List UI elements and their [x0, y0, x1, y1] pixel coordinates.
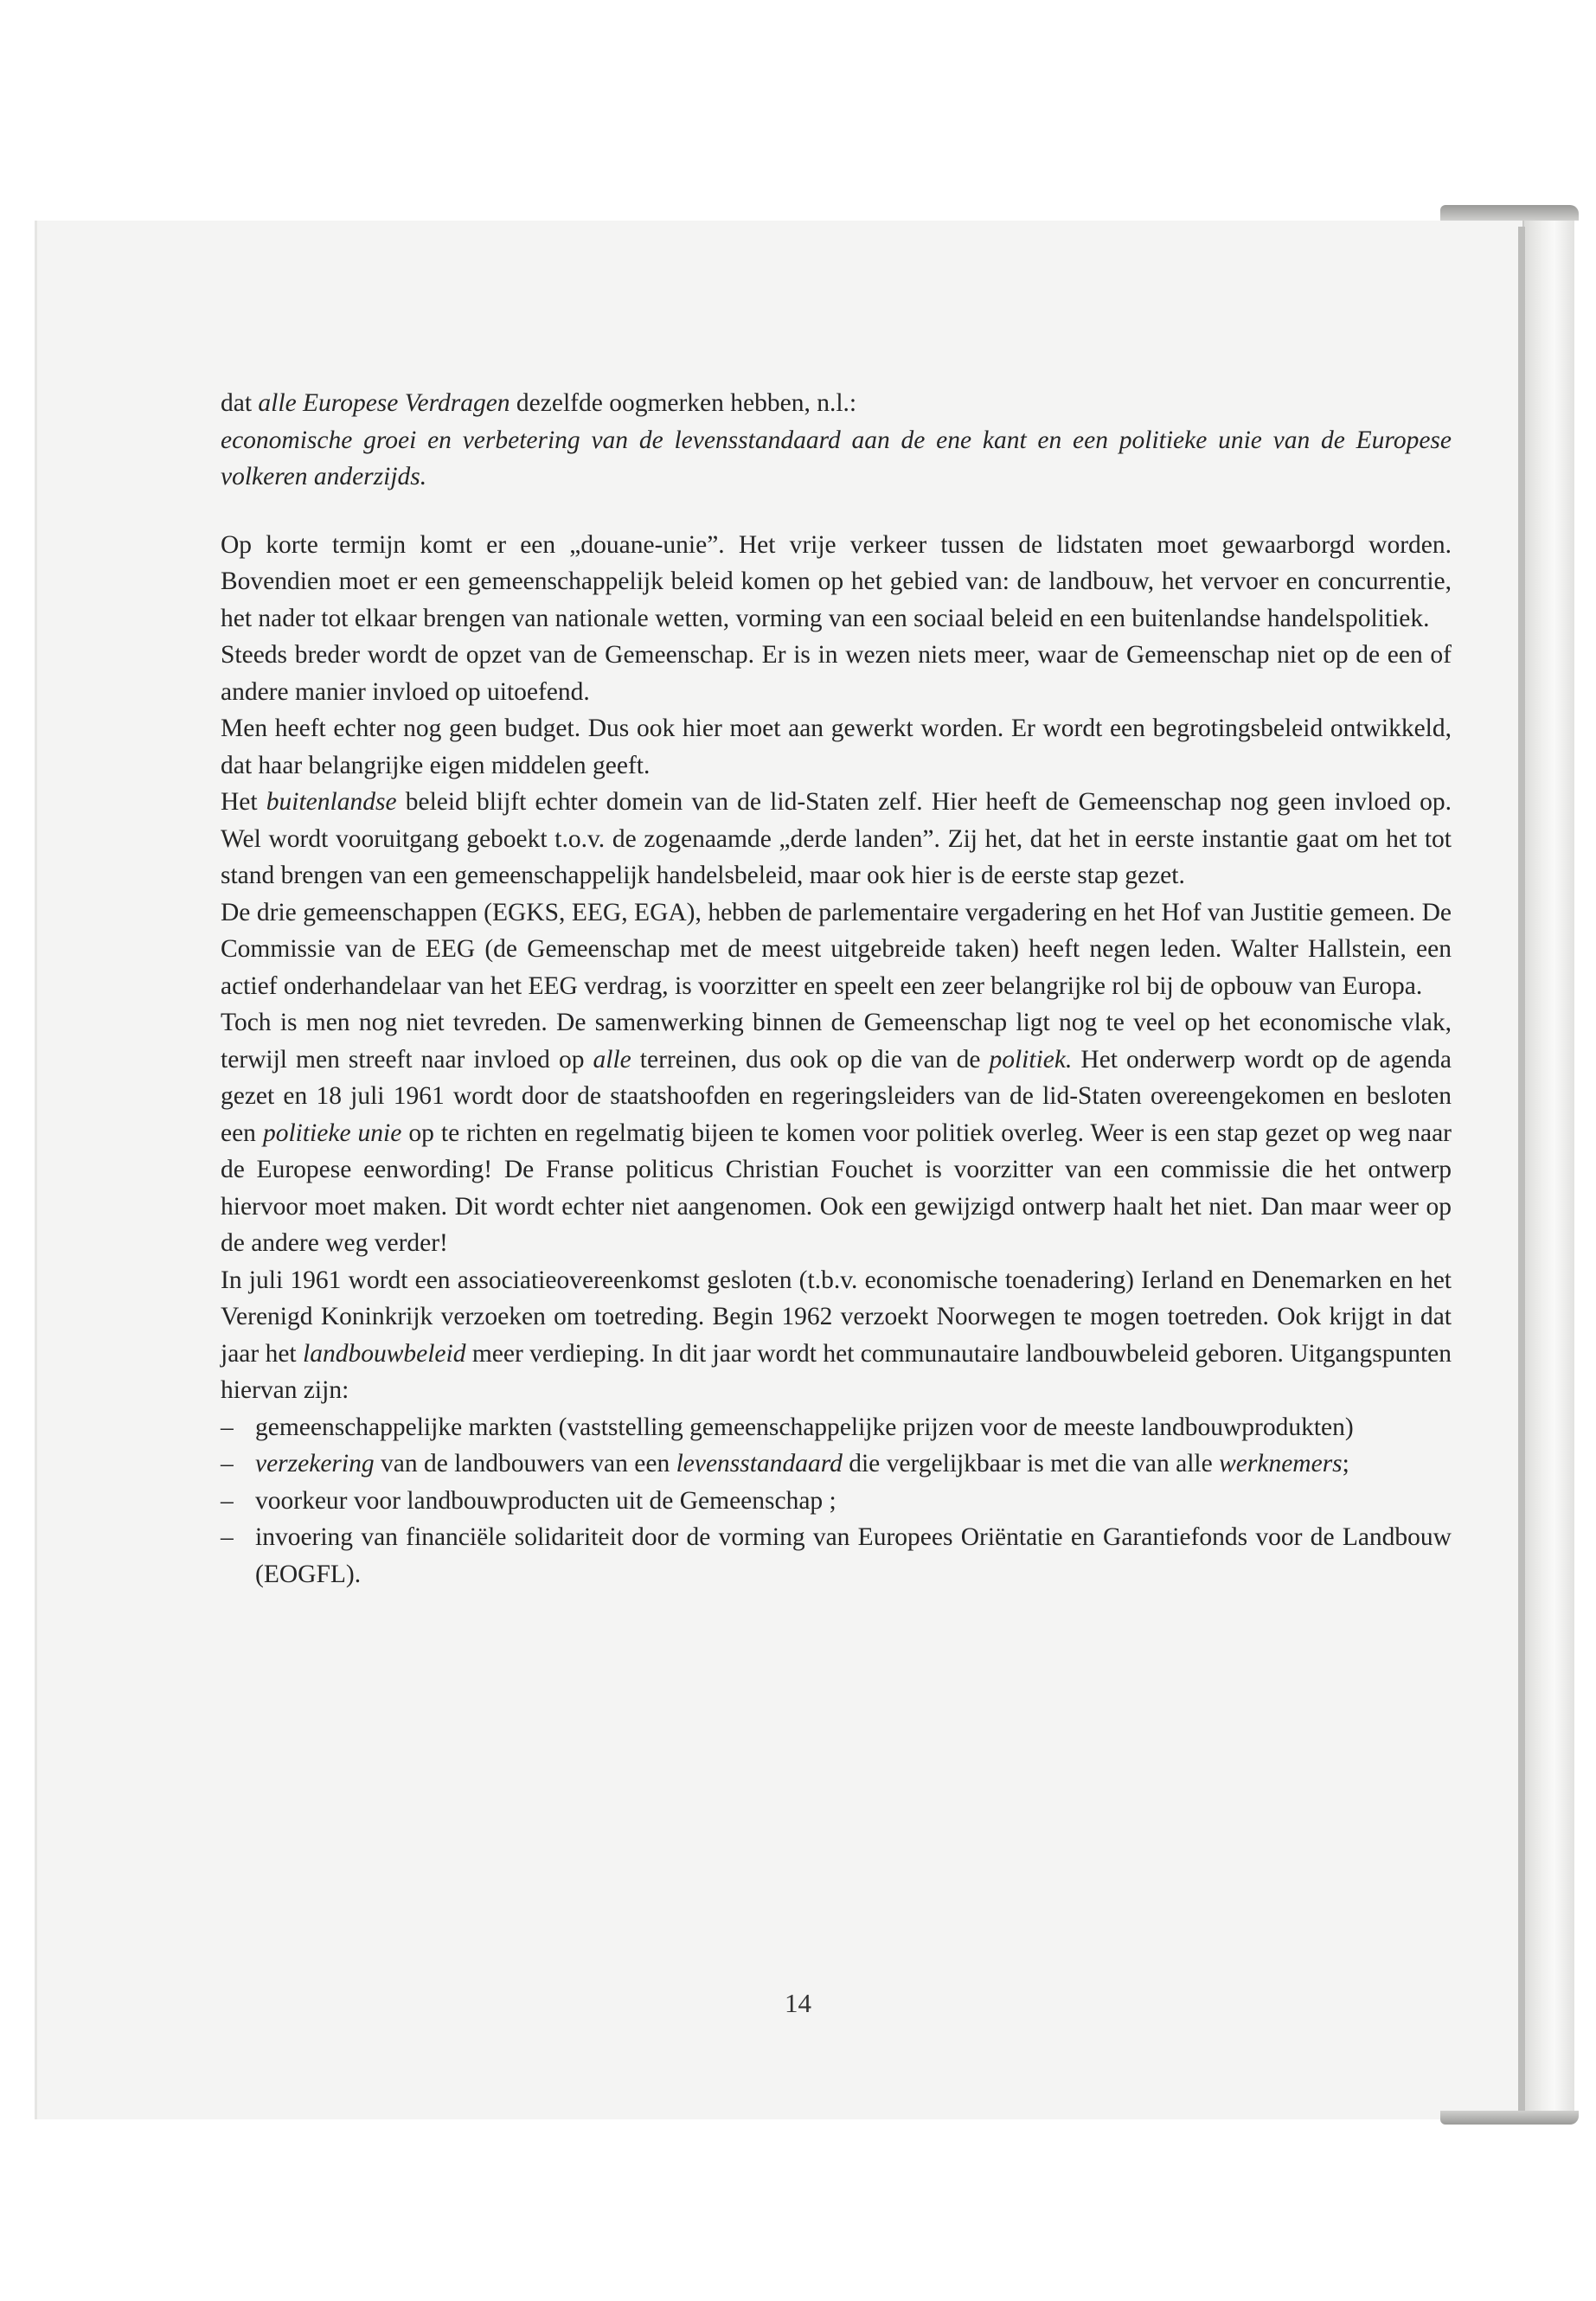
emphasis: verzekering	[255, 1450, 375, 1477]
text-run: Toch is men nog niet tevreden. De samenwerking binnen de Gemeenschap ligt nog te veel op het economische vlak, terwijl men streeft naar invloed op	[221, 1009, 1452, 1074]
page-number: 14	[785, 1988, 811, 2018]
list-item-text: invoering van financiële solidariteit door de vorming van Europees Oriëntatie en Garantiefonds voor de Landbouw (EOGFL).	[255, 1523, 1452, 1588]
paragraph-politieke-unie	[221, 1004, 1452, 1262]
paragraph-gemeenschappen: De drie gemeenschappen (EGKS, EEG, EGA), hebben de parlementaire vergadering en het Hof van Justitie gemeen. De Commissie van de EEG (de Gemeenschap met de meest uitgebreide taken) heeft negen leden. Walter Hallstein, een actief onderhandelaar van het EEG verdrag, is voorzitter en speelt een zeer belangrijke rol bij de opbouw van Europa.	[221, 898, 1452, 1000]
paragraph-associatie	[221, 1262, 1452, 1409]
intro-paragraph	[221, 385, 1452, 496]
dash-marker: –	[221, 1523, 234, 1551]
list-item	[221, 1519, 1452, 1593]
dash-marker: –	[221, 1486, 234, 1515]
page-edge-strip	[1518, 227, 1525, 2112]
emphasis: politiek.	[989, 1045, 1073, 1074]
text-run: terreinen, dus ook op die van de	[631, 1045, 990, 1074]
paragraph-buitenlandse-beleid	[221, 784, 1452, 894]
page-edge	[1522, 216, 1574, 2124]
emphasis: landbouwbeleid	[303, 1339, 466, 1368]
binding-corner-bottom	[1440, 2111, 1579, 2125]
emphasis: levensstandaard	[676, 1450, 843, 1477]
text-run: In juli 1961 wordt een associatieovereenkomst gesloten (t.b.v. economische toenadering) Ierland en Denemarken en het Verenigd Koninkrijk verzoeken om toetreding. Begin 1962 verzoekt Noorwegen te mogen toetreden. Ook krijgt in dat jaar het	[221, 1266, 1452, 1368]
text-run: van de landbouwers van een	[374, 1450, 676, 1477]
text-run: beleid blijft echter domein van de lid-Staten zelf. Hier heeft de Gemeenschap nog geen invloed op. Wel wordt vooruitgang geboekt t.o.v. de zogenaamde „derde landen”. Zij het, dat het in eerste instantie gaat om het tot stand brengen van een gemeenschappelijk handelsbeleid, maar ook hier is de eerste stap gezet.	[221, 788, 1452, 889]
list-item	[221, 1445, 1452, 1483]
intro-goals: economische groei en verbetering van de levensstandaard aan de ene kant en een politieke unie van de Europese volkeren anderzijds.	[221, 426, 1452, 490]
list-item	[221, 1483, 1452, 1520]
list-item-text: voorkeur voor landbouwproducten uit de Gemeenschap ;	[255, 1486, 836, 1515]
text-run: Het	[221, 788, 266, 816]
intro-text: dezelfde oogmerken hebben, n.l.:	[510, 389, 857, 417]
emphasis: alle	[593, 1045, 631, 1074]
emphasis: werknemers	[1219, 1450, 1343, 1477]
paragraph-douane-unie: Op korte termijn komt er een „douane-unie”. Het vrije verkeer tussen de lidstaten moet gewaarborgd worden. Bovendien moet er een gemeenschappelijk beleid komen op het gebied van: de landbouw, het vervoer en concurrentie, het nader tot elkaar brengen van nationale wetten, vorming van een sociaal beleid en een buitenlandse handelspolitiek.	[221, 530, 1452, 632]
uitgangspunten-list	[221, 1409, 1452, 1593]
text-run: meer verdieping. In dit jaar wordt het communautaire landbouwbeleid geboren. Uitgangspunten hiervan zijn:	[221, 1339, 1452, 1404]
text-run: Het onderwerp wordt op de agenda gezet en 18 juli 1961 wordt door de staatshoofden en regeringsleiders van de lid-Staten overeengekomen en besloten een	[221, 1045, 1452, 1147]
dash-marker: –	[221, 1413, 234, 1441]
list-item-text: gemeenschappelijke markten (vaststelling gemeenschappelijke prijzen voor de meeste landbouwprodukten)	[255, 1413, 1354, 1441]
dash-marker: –	[221, 1450, 234, 1477]
intro-text: dat	[221, 389, 259, 417]
paragraph-budget: Men heeft echter nog geen budget. Dus ook hier moet aan gewerkt worden. Er wordt een begrotingsbeleid ontwikkeld, dat haar belangrijke eigen middelen geeft.	[221, 715, 1452, 779]
list-item	[221, 1409, 1452, 1446]
text-run: op te richten en regelmatig bijeen te komen voor politiek overleg. Weer is een stap gezet op weg naar de Europese eenwording! De Franse politicus Christian Fouchet is voorzitter van een commissie die het ontwerp hiervoor moet maken. Dit wordt echter niet aangenomen. Ook een gewijzigd ontwerp haalt het niet. Dan maar weer op de andere weg verder!	[221, 1118, 1452, 1257]
intro-emphasis: alle Europese Verdragen	[258, 389, 510, 417]
text-run: die vergelijkbaar is met die van alle	[842, 1450, 1220, 1477]
emphasis: politieke unie	[262, 1118, 402, 1147]
body-text	[221, 385, 1452, 1593]
emphasis: buitenlandse	[266, 788, 397, 816]
text-run: ;	[1342, 1450, 1349, 1477]
paragraph-opzet: Steeds breder wordt de opzet van de Gemeenschap. Er is in wezen niets meer, waar de Gemeenschap niet op de een of andere manier invloed op uitoefend.	[221, 641, 1452, 706]
binding-corner-top	[1440, 205, 1579, 221]
